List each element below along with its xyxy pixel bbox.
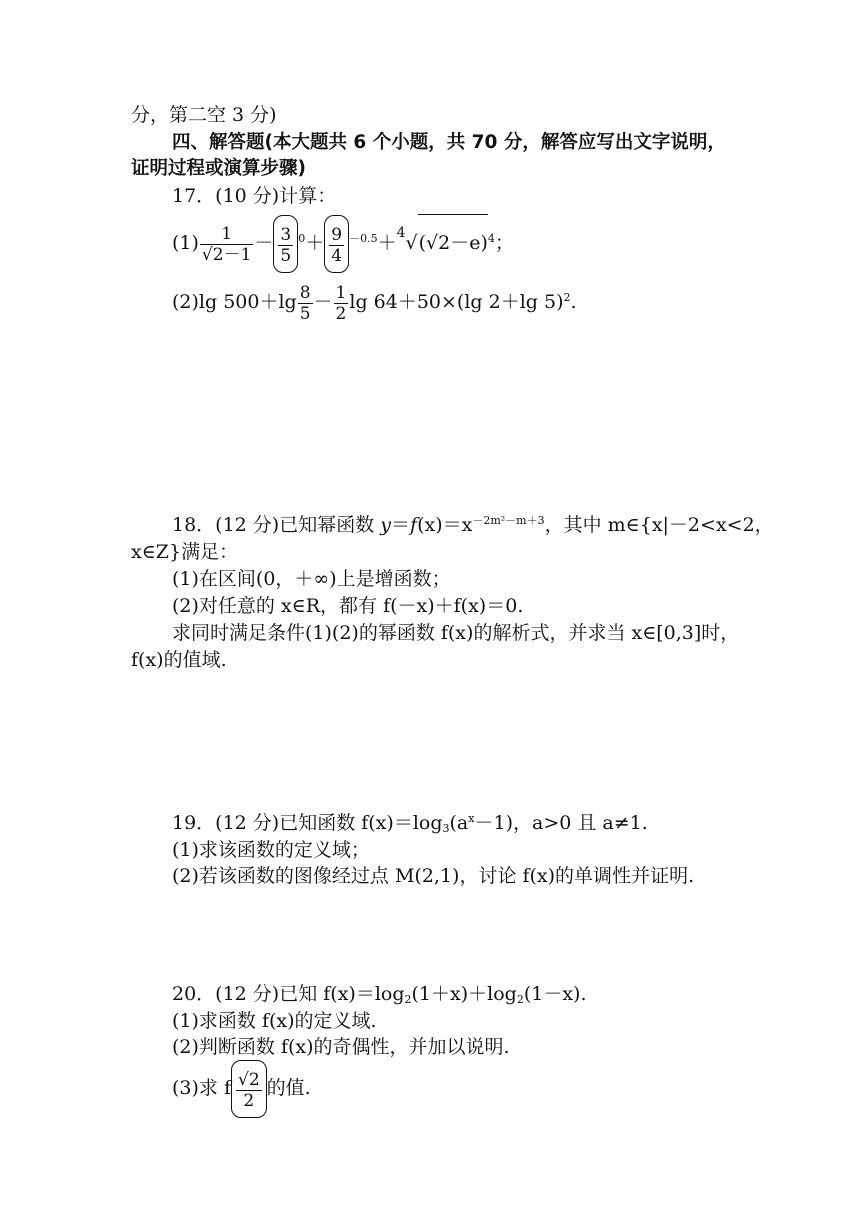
q19-line1-a: 19．(12 分)已知函数 f(x)＝log — [172, 812, 443, 834]
q20-line1-a: 20．(12 分)已知 f(x)＝log — [172, 983, 405, 1005]
q19-line1-c: －1)，a>0 且 a≠1. — [474, 812, 648, 834]
q19-cond1: (1)求该函数的定义域； — [172, 839, 370, 861]
q19-line1-b: (a — [449, 812, 469, 834]
q17-part1-plus: ＋ — [305, 232, 325, 254]
section-title-line2: 证明过程或演算步骤) — [131, 158, 306, 179]
q17-exp1: 0 — [298, 232, 306, 245]
q17-part1-paren2 — [324, 215, 349, 273]
q20-log-base1: 2 — [404, 993, 412, 1006]
q17-part1-frac-num: 1 — [221, 223, 233, 244]
q18-line1-b: ，其中 m∈{x|－2<x<2， — [544, 514, 774, 536]
q20-cond3-den: 2 — [236, 1090, 262, 1111]
q18-exponent: －2m²－m＋3 — [472, 514, 545, 527]
q17-paren2-num: 9 — [331, 224, 343, 245]
q18-eq: ＝ — [391, 514, 411, 536]
q18-cond2: (2)对任意的 x∈R，都有 f(－x)＋f(x)＝0. — [172, 595, 524, 617]
q19-log-base: 3 — [442, 822, 450, 835]
q20-cond2: (2)判断函数 f(x)的奇偶性，并加以说明. — [172, 1036, 510, 1058]
q19-cond2: (2)若该函数的图像经过点 M(2,1)，讨论 f(x)的单调性并证明. — [172, 865, 695, 887]
q17-part2-tail: lg 64＋50×(lg 2＋lg 5) — [349, 291, 564, 313]
q17-paren1-den: 5 — [280, 245, 292, 266]
q17-part1 — [172, 214, 514, 273]
q18-ask1: 求同时满足条件(1)(2)的幂函数 f(x)的解析式，并求当 x∈[0,3]时， — [172, 622, 740, 644]
q17-part2 — [172, 276, 577, 328]
q17-part1-minus: － — [254, 232, 274, 254]
q17-part2-minus: － — [313, 291, 333, 313]
q18-cond1: (1)在区间(0，＋∞)上是增函数； — [172, 568, 451, 590]
q17-part2-frac2-num: 1 — [335, 282, 347, 303]
q17-paren1-num: 3 — [280, 224, 292, 245]
q17-part1-end: ； — [494, 232, 514, 254]
radical-sign-icon: √ — [405, 232, 418, 254]
q17-heading: 17．(10 分)计算： — [172, 185, 337, 207]
q20-line1-c: (1－x). — [523, 983, 587, 1005]
section-tail: 分，第二空 3 分) — [131, 104, 277, 126]
q17-part2-label: (2)lg 500＋lg — [172, 291, 297, 313]
q17-part2-frac2-den: 2 — [335, 303, 347, 324]
q17-part1-plus2: ＋ — [377, 232, 397, 254]
q18-ask2: f(x)的值域. — [131, 649, 227, 671]
q17-part2-frac1-den: 5 — [299, 303, 311, 324]
q17-part2-exp: 2 — [563, 291, 571, 304]
q17-part2-frac1-num: 8 — [299, 282, 311, 303]
q18-line1 — [172, 513, 774, 537]
q17-root-index: 4 — [396, 225, 406, 241]
q18-y: y — [380, 514, 391, 536]
q17-part1-label: (1) — [172, 232, 199, 254]
q18-x: (x)＝x — [417, 514, 473, 536]
q18-line1-a: 18．(12 分)已知幂函数 — [172, 514, 381, 536]
section-title-line1: 四、解答题(本大题共 6 个小题，共 70 分，解答应写出文字说明， — [172, 132, 726, 153]
q17-root-exp: 4 — [487, 232, 495, 245]
q17-exp2: －0.5 — [349, 232, 378, 245]
q20-line1 — [172, 982, 587, 1006]
q17-part1-paren1 — [273, 215, 298, 273]
q19-exponent: x — [468, 812, 475, 825]
q20-cond3-b: 的值. — [266, 1077, 311, 1099]
q18-line2: x∈Z}满足： — [131, 541, 239, 563]
q20-cond3-a: (3)求 f — [172, 1077, 231, 1099]
q20-cond3-paren — [231, 1060, 267, 1118]
q17-part1-frac-den: √2－1 — [201, 244, 252, 265]
q20-line1-b: (1＋x)＋log — [411, 983, 517, 1005]
q20-cond3 — [172, 1060, 311, 1118]
q20-cond3-num: √2 — [238, 1069, 260, 1090]
q18-f: f — [410, 514, 418, 536]
q20-cond1: (1)求函数 f(x)的定义域. — [172, 1010, 377, 1032]
q17-root-body: (√2－e) — [418, 214, 488, 271]
q17-paren2-den: 4 — [331, 245, 343, 266]
q19-line1 — [172, 811, 648, 835]
q17-part1-fraction — [200, 224, 253, 265]
q17-part2-end: . — [570, 291, 577, 313]
q20-log-base2: 2 — [516, 993, 524, 1006]
